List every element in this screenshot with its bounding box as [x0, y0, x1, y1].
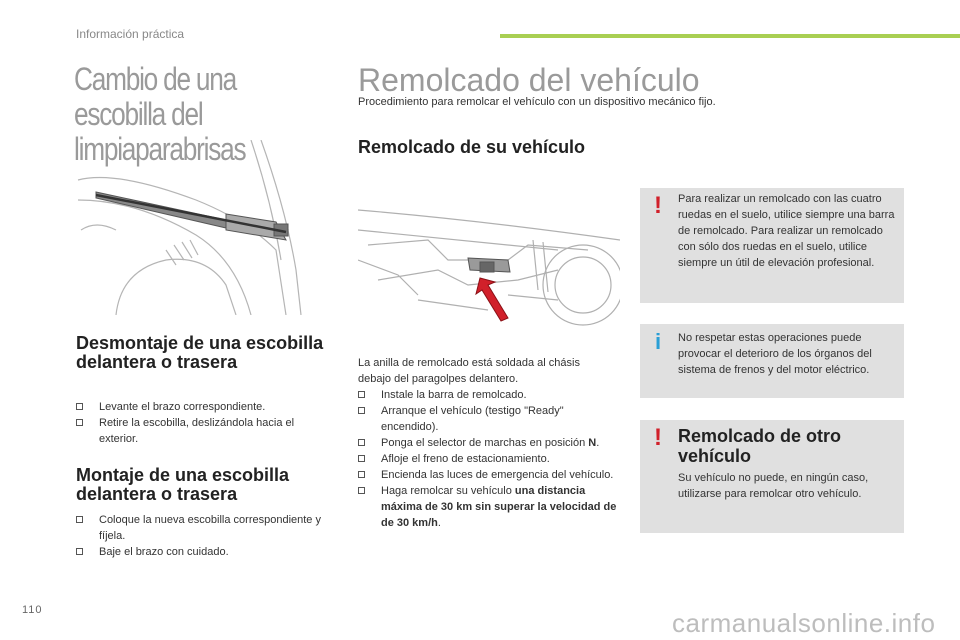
- page-number: 110: [22, 604, 43, 616]
- checkbox-bullet-icon: [358, 455, 365, 462]
- other-vehicle-text: Su vehículo no puede, en ningún caso, utilizarse para remolcar otro vehículo.: [678, 472, 869, 500]
- desmontaje-heading: Desmontaje de una escobilla delantera o trasera: [76, 333, 324, 372]
- remolcado-heading: Remolcado de su vehículo: [358, 137, 586, 157]
- tow-ring-illustration: [358, 200, 620, 328]
- checkbox-bullet-icon: [358, 487, 365, 494]
- towing-intro: Procedimiento para remolcar el vehículo con un dispositivo mecánico fijo.: [358, 96, 716, 108]
- watermark: carmanualsonline.info: [672, 608, 936, 638]
- checkbox-bullet-icon: [76, 403, 83, 410]
- list-item: Retire la escobilla, deslizándola hacia el exterior.: [76, 415, 322, 447]
- list-item: Afloje el freno de estacionamiento.: [358, 451, 620, 467]
- towing-title: Remolcado del vehículo: [358, 62, 700, 98]
- accent-bar: [500, 34, 960, 38]
- checkbox-bullet-icon: [358, 407, 365, 414]
- checkbox-bullet-icon: [358, 471, 365, 478]
- list-item: Levante el brazo correspondiente.: [76, 399, 322, 415]
- checkbox-bullet-icon: [76, 516, 83, 523]
- checkbox-bullet-icon: [358, 391, 365, 398]
- list-item: Baje el brazo con cuidado.: [76, 544, 322, 560]
- wiper-title: Cambio de una escobilla del limpiaparabrisas: [74, 61, 246, 167]
- list-item: Instale la barra de remolcado.: [358, 387, 620, 403]
- montaje-list: [76, 512, 322, 560]
- list-item: Ponga el selector de marchas en posición N.: [358, 435, 620, 451]
- list-item: Coloque la nueva escobilla correspondiente y fíjela.: [76, 512, 322, 544]
- info-text: No respetar estas operaciones puede provocar el deterioro de los órganos del sistema de frenos y del motor eléctrico.: [678, 332, 872, 376]
- montaje-heading: Montaje de una escobilla delantera o trasera: [76, 465, 290, 504]
- towing-steps-list: [358, 387, 620, 531]
- checkbox-bullet-icon: [76, 419, 83, 426]
- list-item: Encienda las luces de emergencia del vehículo.: [358, 467, 620, 483]
- checkbox-bullet-icon: [76, 548, 83, 555]
- other-vehicle-heading: Remolcado de otro vehículo: [678, 426, 842, 466]
- warning-icon: !: [654, 192, 662, 219]
- list-item: Haga remolcar su vehículo una distancia máxima de 30 km sin superar la velocidad de de 30 km/h.: [358, 483, 620, 531]
- checkbox-bullet-icon: [358, 439, 365, 446]
- section-label: Información práctica: [76, 27, 185, 41]
- list-item: Arranque el vehículo (testigo "Ready" encendido).: [358, 403, 620, 435]
- wiper-illustration: [76, 140, 326, 315]
- warning-icon: !: [654, 424, 662, 451]
- tow-ring-paragraph: La anilla de remolcado está soldada al chásis debajo del paragolpes delantero.: [358, 357, 580, 385]
- info-icon: i: [655, 329, 662, 354]
- desmontaje-list: [76, 399, 322, 447]
- warning-text-towing: Para realizar un remolcado con las cuatro ruedas en el suelo, utilice siempre una barra de remolcado. Para realizar un remolcado con sólo dos ruedas en el suelo, utilice siempre un útil de elevación profesional.: [678, 193, 895, 269]
